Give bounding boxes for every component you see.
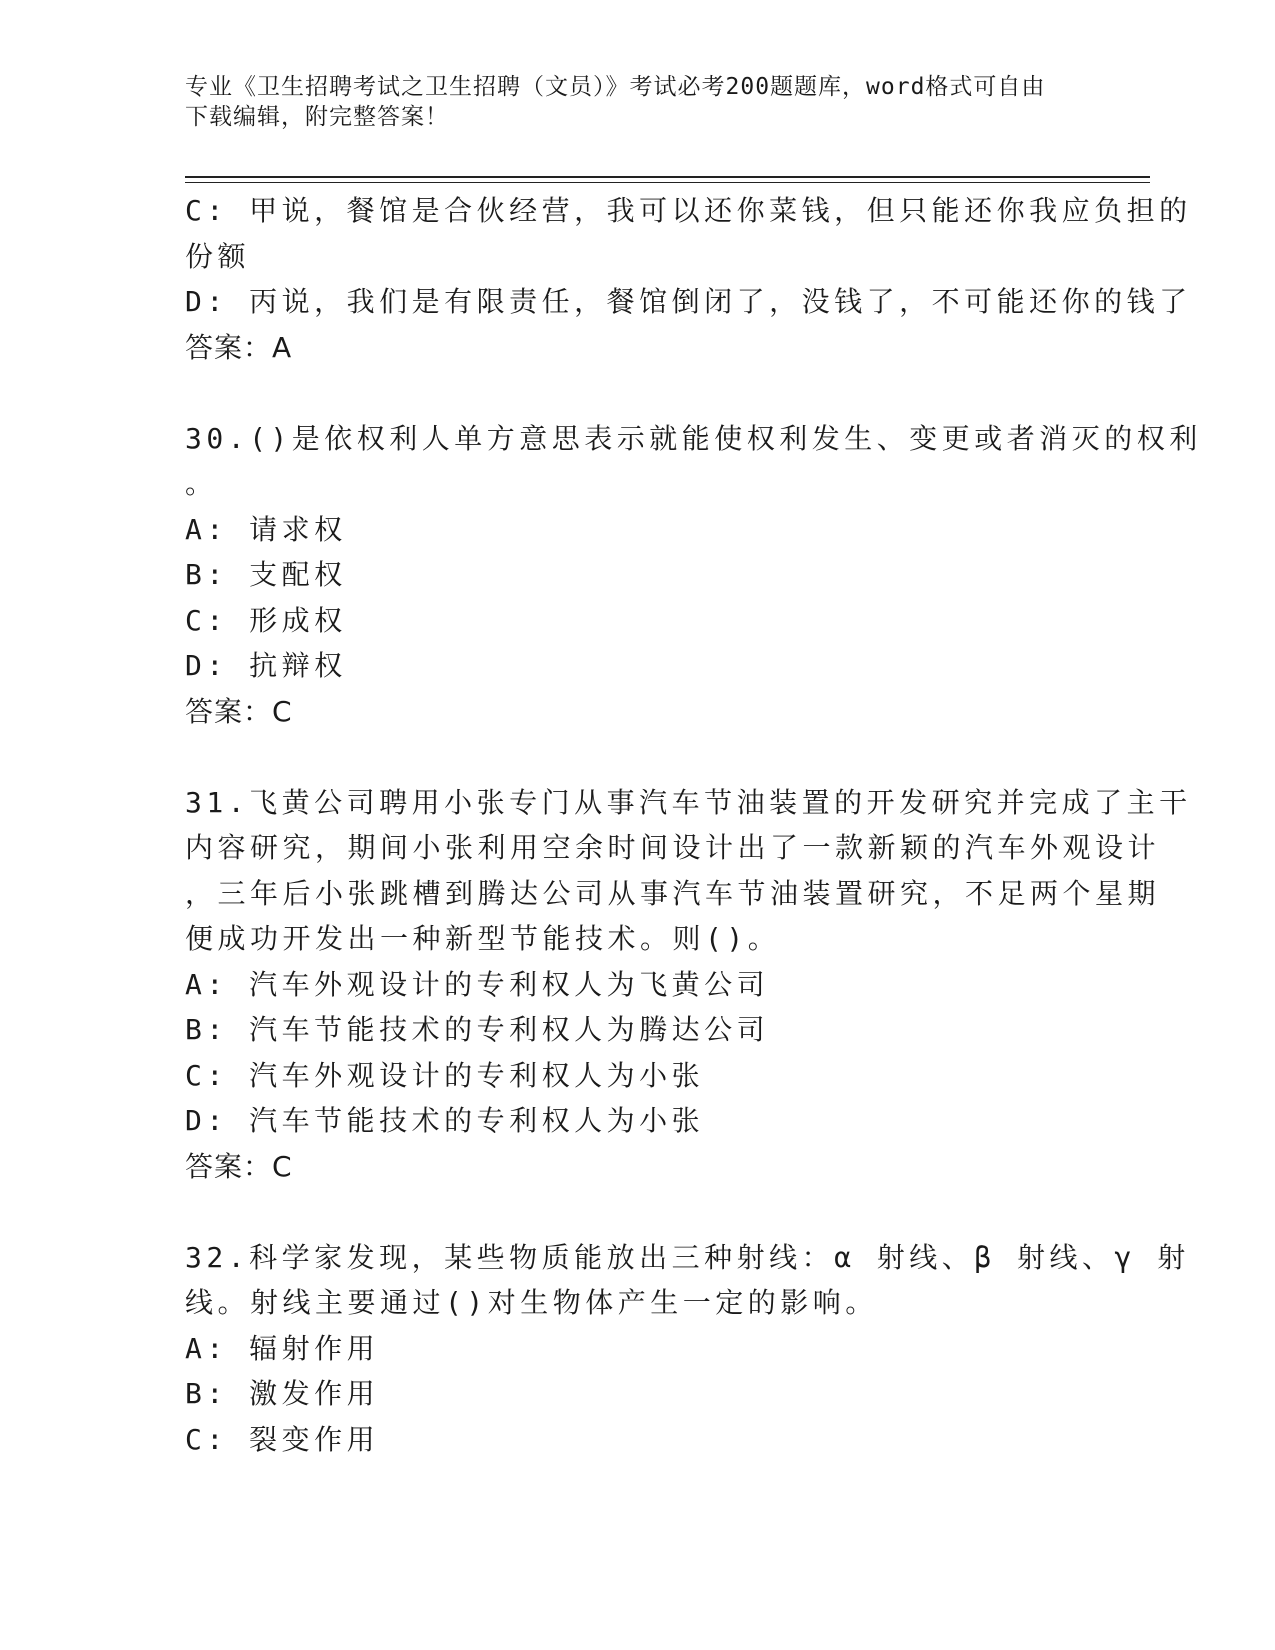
q30-option-c: C: 形成权 [185, 603, 347, 637]
q32-option-a: A: 辐射作用 [185, 1331, 380, 1365]
q32-option-c: C: 裂变作用 [185, 1422, 380, 1456]
document-body [185, 188, 1202, 1462]
q31-stem-line4: 便成功开发出一种新型节能技术。则()。 [185, 922, 781, 955]
q31-option-a: A: 汽车外观设计的专利权人为飞黄公司 [185, 967, 770, 1001]
q29-answer: 答案：A [185, 330, 293, 364]
q32-stem-line2: 线。射线主要通过()对生物体产生一定的影响。 [185, 1286, 878, 1319]
q32-option-b: B: 激发作用 [185, 1377, 380, 1410]
q29-option-c-line1: C: 甲说，餐馆是合伙经营，我可以还你菜钱，但只能还你我应负担的 [185, 194, 1192, 227]
q31-stem-line3: ，三年后小张跳槽到腾达公司从事汽车节油装置研究，不足两个星期 [185, 876, 1161, 910]
q30-stem-line1: 30.()是依权利人单方意思表示就能使权利发生、变更或者消灭的权利 [185, 421, 1202, 455]
q31-option-b: B: 汽车节能技术的专利权人为腾达公司 [185, 1013, 770, 1046]
document-header: 专业《卫生招聘考试之卫生招聘（文员）》考试必考200题题库，word格式可自由下载编辑，附完整答案！ [185, 74, 1046, 130]
q29-option-d: D: 丙说，我们是有限责任，餐馆倒闭了，没钱了，不可能还你的钱了 [185, 285, 1192, 318]
q29-option-c-line2: 份额 [185, 239, 251, 273]
q31-stem-line1: 31.飞黄公司聘用小张专门从事汽车节油装置的开发研究并完成了主干 [185, 785, 1192, 819]
header-rule-thick [185, 176, 1150, 178]
q31-stem-line2: 内容研究，期间小张利用空余时间设计出了一款新颖的汽车外观设计 [185, 831, 1161, 864]
q30-stem-line2: 。 [185, 467, 218, 500]
q30-option-b: B: 支配权 [185, 558, 347, 591]
q30-answer: 答案：C [185, 694, 293, 728]
q30-option-a: A: 请求权 [185, 512, 347, 546]
q31-option-c: C: 汽车外观设计的专利权人为小张 [185, 1058, 705, 1092]
q32-stem-line1: 32.科学家发现，某些物质能放出三种射线：α 射线、β 射线、γ 射 [185, 1240, 1190, 1274]
q31-option-d: D: 汽车节能技术的专利权人为小张 [185, 1104, 705, 1137]
header-rule-thin [185, 182, 1150, 183]
q31-answer: 答案：C [185, 1149, 293, 1183]
q30-option-d: D: 抗辩权 [185, 649, 347, 682]
